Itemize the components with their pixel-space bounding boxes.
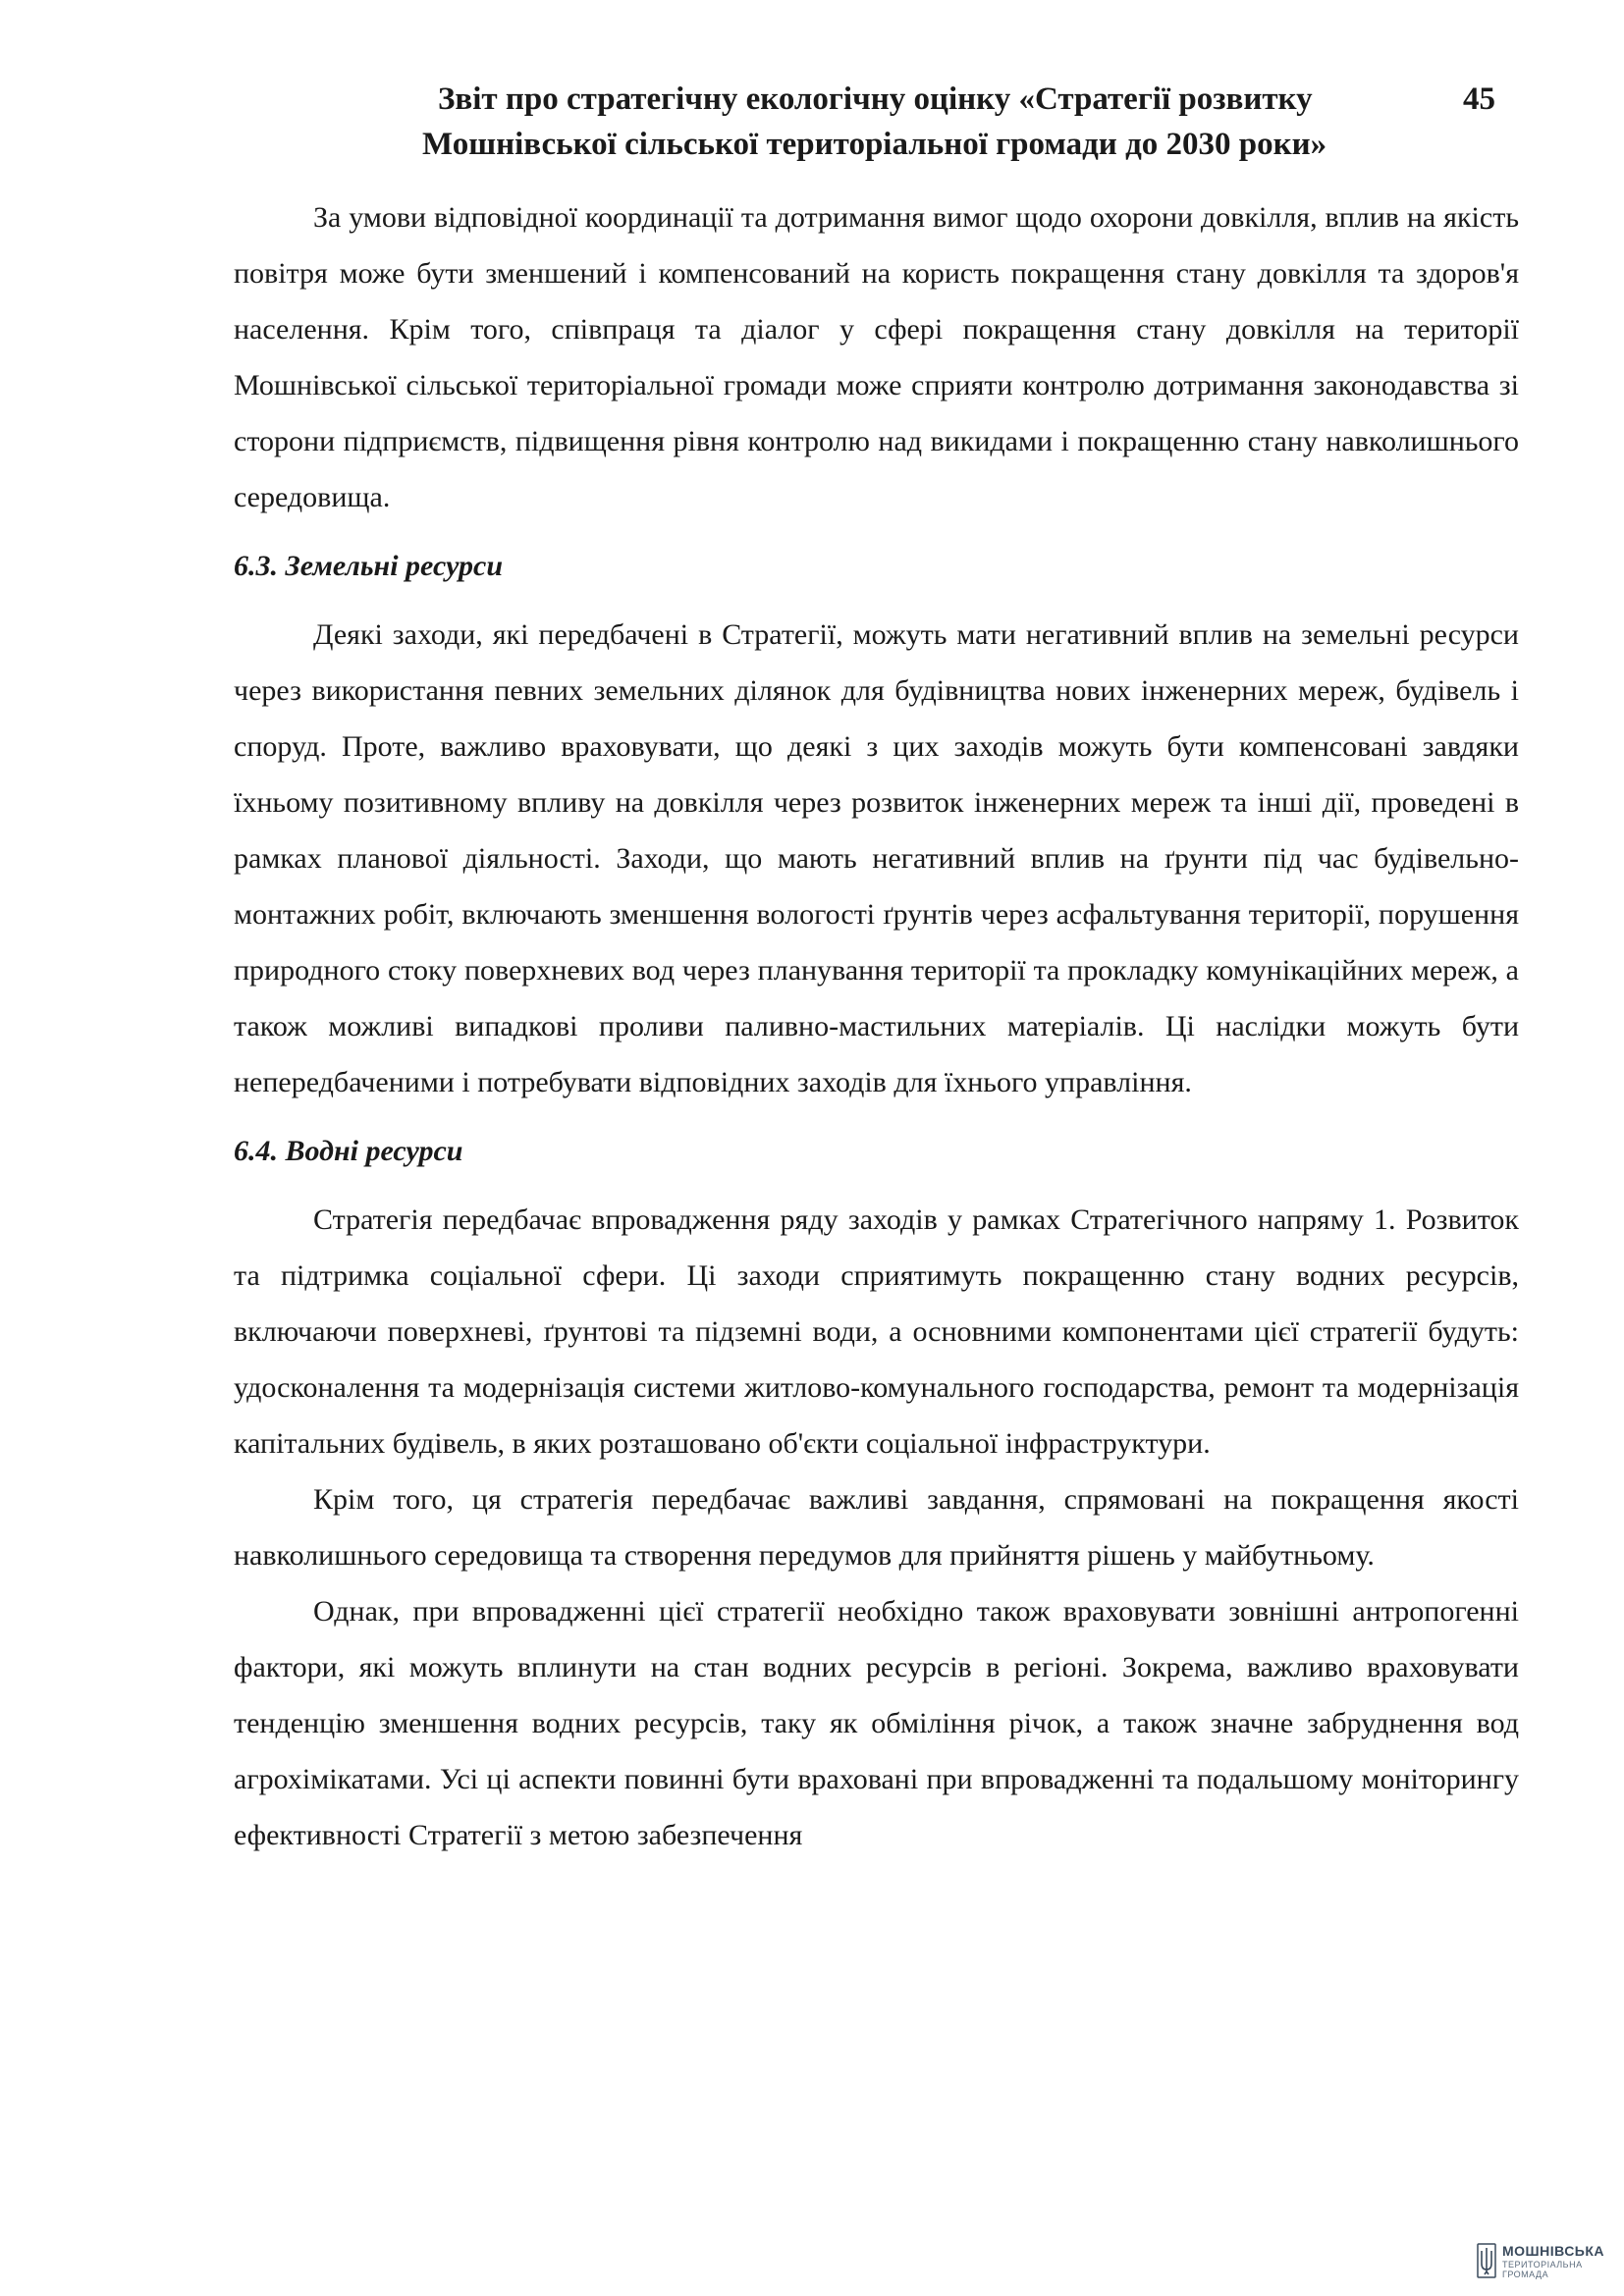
- page-header: [422, 77, 1495, 167]
- logo-name: МОШНІВСЬКА: [1502, 2243, 1605, 2259]
- header-title-line-1: Звіт про стратегічну екологічну оцінку «Стратегії розвитку: [438, 81, 1313, 117]
- paragraph-water-resources-1: Стратегія передбачає впровадження ряду заходів у рамках Стратегічного напряму 1. Розвиток та підтримка соціальної сфери. Ці заходи сприятимуть покращенню стану водних ресурсів, включаючи поверхневі, ґрунтові та підземні води, а основними компонентами цієї стратегії будуть: удосконалення та модернізація системи житлово-комунального господарства, ремонт та модернізація капітальних будівель, в яких розташовано об'єкти соціальної інфраструктури.: [234, 1203, 1519, 1460]
- section-heading-land-resources: 6.3. Земельні ресурси: [234, 550, 503, 582]
- paragraph-air-quality: За умови відповідної координації та дотримання вимог щодо охорони довкілля, вплив на якість повітря може бути зменшений і компенсований на користь покращення стану довкілля та здоров'я населення. Крім того, співпраця та діалог у сфері покращення стану довкілля на території Мошнівської сільської територіальної громади може сприяти контролю дотримання законодавства зі сторони підприємств, підвищення рівня контролю над викидами і покращенню стану навколишнього середовища.: [234, 201, 1519, 513]
- paragraph-water-resources-2: Крім того, ця стратегія передбачає важливі завдання, спрямовані на покращення якості навколишнього середовища та створення передумов для прийняття рішень у майбутньому.: [234, 1483, 1519, 1572]
- header-line-1: [422, 77, 1495, 122]
- header-title-line-2: Мошнівської сільської територіальної громади до 2030 роки»: [422, 127, 1327, 162]
- header-line-2: [422, 122, 1404, 167]
- logo-subtitle-2: ГРОМАДА: [1502, 2269, 1549, 2279]
- trident-icon: [1475, 2242, 1498, 2279]
- community-logo: [1475, 2236, 1622, 2285]
- paragraph-water-resources-3: Однак, при впровадженні цієї стратегії необхідно також враховувати зовнішні антропогенні фактори, які можуть вплинути на стан водних ресурсів в регіоні. Зокрема, важливо враховувати тенденцію зменшення водних ресурсів, таку як обміління річок, а також значне забруднення вод агрохімікатами. Усі ці аспекти повинні бути враховані при впровадженні та подальшому моніторингу ефективності Стратегії з метою забезпечення: [234, 1595, 1519, 1851]
- paragraph-land-resources: Деякі заходи, які передбачені в Стратегії, можуть мати негативний вплив на земельні ресурси через використання певних земельних ділянок для будівництва нових інженерних мереж, будівель і споруд. Проте, важливо враховувати, що деякі з цих заходів можуть бути компенсовані завдяки їхньому позитивному впливу на довкілля через розвиток інженерних мереж та інші дії, проведені в рамках планової діяльності. Заходи, що мають негативний вплив на ґрунти під час будівельно-монтажних робіт, включають зменшення вологості ґрунтів через асфальтування території, порушення природного стоку поверхневих вод через планування території та прокладку комунікаційних мереж, а також можливі випадкові проливи паливно-мастильних матеріалів. Ці наслідки можуть бути непередбаченими і потребувати відповідних заходів для їхнього управління.: [234, 618, 1519, 1098]
- section-heading-water-resources: 6.4. Водні ресурси: [234, 1135, 463, 1167]
- document-body: [234, 189, 1519, 1863]
- page-number: 45: [1463, 81, 1495, 117]
- logo-subtitle-1: ТЕРИТОРІАЛЬНА: [1502, 2260, 1583, 2269]
